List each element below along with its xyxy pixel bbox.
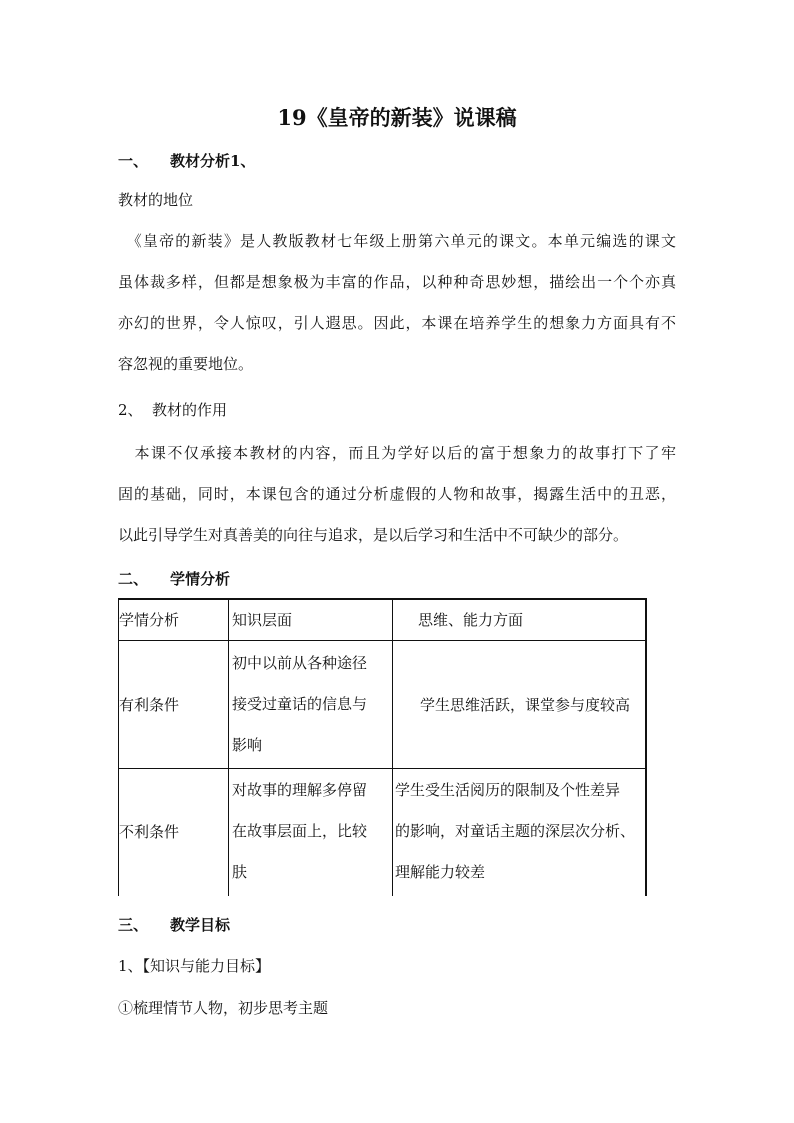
cell-line: 初中以前从各种途径 — [232, 654, 368, 672]
paragraph-line: 虽体裁多样，但都是想象极为丰富的作品，以种种奇思妙想，描绘出一个个亦真 — [118, 273, 676, 291]
table-header-cell: 学情分析 — [119, 611, 180, 629]
table-row-label: 有利条件 — [119, 696, 180, 714]
section-heading-1 — [118, 150, 255, 171]
table-cell-ability — [420, 685, 630, 726]
cell-line: 学生思维活跃，课堂参与度较高 — [420, 696, 631, 714]
table-row-label: 不利条件 — [119, 823, 180, 841]
paragraph-line: 亦幻的世界，令人惊叹，引人遐思。因此，本课在培养学生的想象力方面具有不 — [118, 314, 676, 332]
subsection-label: 教材的地位 — [118, 191, 194, 209]
table-column-divider — [392, 598, 393, 896]
table-border-top — [118, 598, 646, 600]
paragraph-line: 容忽视的重要地位。 — [118, 355, 254, 373]
cell-line: 学生受生活阅历的限制及个性差异 — [395, 781, 621, 799]
subsection-heading-2 — [118, 400, 227, 420]
cell-line: 的影响，对童话主题的深层次分析、 — [395, 822, 636, 840]
table-header-cell: 知识层面 — [232, 611, 293, 629]
paragraph-line: 固的基础，同时，本课包含的通过分析虚假的人物和故事，揭露生活中的丑恶， — [118, 485, 676, 503]
section-heading-2 — [118, 568, 230, 589]
section-number: 一、 — [118, 152, 149, 170]
subsection-label: 教材的作用 — [152, 401, 228, 419]
section-title: 学情分析 — [170, 570, 231, 588]
paragraph-position — [118, 221, 676, 385]
cell-line: 影响 — [232, 736, 263, 754]
document-title: 19《皇帝的新装》说课稿 — [277, 105, 517, 130]
table-header-cell: 思维、能力方面 — [418, 611, 524, 629]
paragraph-role — [118, 433, 676, 556]
cell-line: 理解能力较差 — [395, 863, 486, 881]
table-row-divider — [118, 768, 646, 769]
cell-line: 对故事的理解多停留 — [232, 781, 368, 799]
paragraph-line: 《皇帝的新装》是人教版教材七年级上册第六单元的课文。本单元编选的课文 — [118, 232, 676, 250]
table-cell-knowledge — [232, 643, 390, 766]
subsection-number: 2、 — [118, 401, 143, 419]
table-row-divider — [118, 640, 646, 641]
goal-item: ①梳理情节人物，初步思考主题 — [118, 999, 329, 1017]
table-column-divider — [228, 598, 229, 896]
cell-line: 肤 — [232, 863, 248, 881]
section-number: 三、 — [118, 916, 149, 934]
paragraph-line: 本课不仅承接本教材的内容，而且为学好以后的富于想象力的故事打下了牢 — [118, 444, 676, 462]
section-title: 教材分析1、 — [170, 152, 256, 170]
table-border-right — [645, 598, 647, 896]
table-cell-knowledge — [232, 770, 390, 893]
goal-heading: 1、【知识与能力目标】 — [118, 957, 271, 975]
section-title: 教学目标 — [170, 916, 231, 934]
cell-line: 在故事层面上，比较 — [232, 822, 368, 840]
paragraph-line: 以此引导学生对真善美的向往与追求，是以后学习和生活中不可缺少的部分。 — [118, 526, 629, 544]
table-cell-ability — [395, 770, 645, 893]
student-analysis-table — [118, 598, 646, 896]
section-number: 二、 — [118, 570, 149, 588]
section-heading-3 — [118, 914, 230, 935]
cell-line: 接受过童话的信息与 — [232, 695, 368, 713]
